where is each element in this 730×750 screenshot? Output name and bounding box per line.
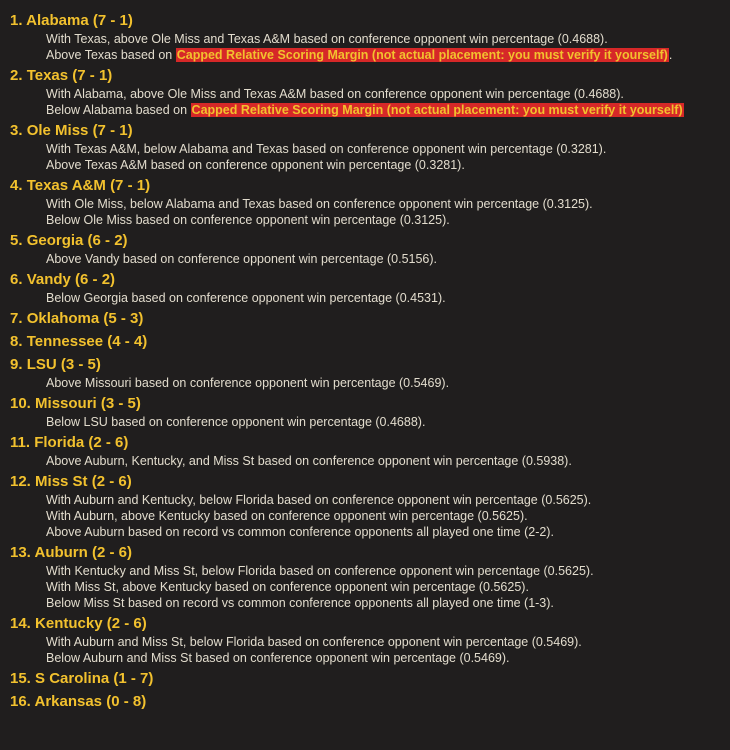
team-rank: 15.: [10, 670, 31, 687]
tiebreak-note: [46, 141, 722, 157]
team-notes: [8, 563, 722, 611]
team-name: Arkansas: [34, 693, 103, 710]
team-record: (6 - 2): [75, 271, 116, 288]
tiebreak-note: [46, 524, 722, 540]
team-heading: [8, 432, 722, 453]
team-rank: 10.: [10, 395, 31, 412]
standings-entry: [8, 269, 722, 306]
note-text: Below Miss St based on record vs common conference opponents all played one time (1-3).: [46, 596, 554, 610]
note-text: Above Auburn based on record vs common conference opponents all played one time (2-2).: [46, 525, 554, 539]
team-heading: [8, 691, 722, 712]
note-text: With Texas A&M, below Alabama and Texas based on conference opponent win percentage (0.3281).: [46, 142, 607, 156]
tiebreak-note: [46, 375, 722, 391]
standings-entry: [8, 432, 722, 469]
tiebreak-note: [46, 47, 722, 63]
team-heading: [8, 230, 722, 251]
team-rank: 13.: [10, 544, 31, 561]
team-notes: [8, 86, 722, 118]
team-heading: [8, 542, 722, 563]
team-record: (7 - 1): [92, 12, 133, 29]
team-rank: 8.: [10, 333, 23, 350]
tiebreak-note: [46, 86, 722, 102]
standings-entry: [8, 471, 722, 540]
standings-entry: [8, 120, 722, 173]
team-rank: 14.: [10, 615, 31, 632]
team-name: Tennessee: [26, 333, 104, 350]
note-text: With Auburn, above Kentucky based on conference opponent win percentage (0.5625).: [46, 509, 528, 523]
team-notes: [8, 492, 722, 540]
standings-entry: [8, 10, 722, 63]
team-rank: 9.: [10, 356, 23, 373]
tiebreak-note: [46, 579, 722, 595]
team-heading: [8, 393, 722, 414]
note-text: Below LSU based on conference opponent win percentage (0.4688).: [46, 415, 426, 429]
team-rank: 3.: [10, 122, 23, 139]
tiebreak-note: [46, 157, 722, 173]
standings-entry: [8, 613, 722, 666]
team-rank: 6.: [10, 271, 23, 288]
team-record: (6 - 2): [87, 232, 128, 249]
team-name: Miss St: [35, 473, 88, 490]
team-name: Alabama: [26, 12, 89, 29]
note-highlight: Capped Relative Scoring Margin (not actual placement: you must verify it yourself): [176, 48, 668, 62]
team-record: (2 - 6): [88, 434, 129, 451]
tiebreak-note: [46, 634, 722, 650]
team-record: (5 - 3): [103, 310, 144, 327]
team-heading: [8, 613, 722, 634]
team-notes: [8, 453, 722, 469]
note-text: Below Georgia based on conference opponent win percentage (0.4531).: [46, 291, 446, 305]
team-name: Texas: [26, 67, 69, 84]
team-record: (3 - 5): [100, 395, 141, 412]
tiebreak-note: [46, 595, 722, 611]
team-name: Oklahoma: [26, 310, 100, 327]
note-text: Above Texas A&M based on conference opponent win percentage (0.3281).: [46, 158, 465, 172]
team-record: (3 - 5): [60, 356, 101, 373]
team-record: (2 - 6): [91, 473, 132, 490]
team-name: Vandy: [26, 271, 71, 288]
tiebreak-note: [46, 492, 722, 508]
team-rank: 5.: [10, 232, 23, 249]
team-notes: [8, 634, 722, 666]
standings-entry: [8, 331, 722, 352]
team-rank: 11.: [10, 434, 31, 451]
standings-entry: [8, 354, 722, 391]
team-record: (1 - 7): [113, 670, 154, 687]
team-name: Georgia: [26, 232, 84, 249]
team-heading: [8, 10, 722, 31]
tiebreak-note: [46, 31, 722, 47]
team-heading: [8, 308, 722, 329]
team-heading: [8, 175, 722, 196]
team-record: (2 - 6): [91, 544, 132, 561]
team-name: Auburn: [34, 544, 88, 561]
team-name: Florida: [34, 434, 85, 451]
team-heading: [8, 354, 722, 375]
tiebreak-note: [46, 212, 722, 228]
note-text: With Miss St, above Kentucky based on conference opponent win percentage (0.5625).: [46, 580, 529, 594]
team-record: (7 - 1): [110, 177, 151, 194]
team-heading: [8, 120, 722, 141]
tiebreak-note: [46, 563, 722, 579]
team-rank: 2.: [10, 67, 23, 84]
tiebreak-note: [46, 102, 722, 118]
team-name: LSU: [26, 356, 57, 373]
team-name: Texas A&M: [26, 177, 106, 194]
team-heading: [8, 65, 722, 86]
team-notes: [8, 141, 722, 173]
team-heading: [8, 471, 722, 492]
team-notes: [8, 251, 722, 267]
team-notes: [8, 290, 722, 306]
standings-entry: [8, 230, 722, 267]
team-record: (7 - 1): [92, 122, 133, 139]
note-text-tail: .: [668, 48, 673, 62]
team-notes: [8, 414, 722, 430]
standings-entry: [8, 542, 722, 611]
note-highlight: Capped Relative Scoring Margin (not actual placement: you must verify it yourself): [191, 103, 683, 117]
note-text: Above Vandy based on conference opponent win percentage (0.5156).: [46, 252, 438, 266]
team-record: (2 - 6): [106, 615, 147, 632]
team-rank: 4.: [10, 177, 23, 194]
team-name: Ole Miss: [26, 122, 89, 139]
standings-entry: [8, 691, 722, 712]
team-rank: 12.: [10, 473, 31, 490]
note-text: Below Auburn and Miss St based on conference opponent win percentage (0.5469).: [46, 651, 510, 665]
note-text: With Ole Miss, below Alabama and Texas based on conference opponent win percentage (0.3125).: [46, 197, 593, 211]
team-record: (0 - 8): [106, 693, 147, 710]
standings-entry: [8, 308, 722, 329]
tiebreak-note: [46, 650, 722, 666]
team-name: Kentucky: [35, 615, 103, 632]
standings-entry: [8, 65, 722, 118]
note-text: With Auburn and Miss St, below Florida based on conference opponent win percentage (0.5469).: [46, 635, 582, 649]
team-rank: 7.: [10, 310, 23, 327]
team-notes: [8, 375, 722, 391]
note-text: With Alabama, above Ole Miss and Texas A&M based on conference opponent win percentage (0.4688).: [46, 87, 624, 101]
team-notes: [8, 31, 722, 63]
tiebreak-note: [46, 196, 722, 212]
team-heading: [8, 331, 722, 352]
tiebreak-note: [46, 508, 722, 524]
note-text: Below Ole Miss based on conference opponent win percentage (0.3125).: [46, 213, 450, 227]
standings-entry: [8, 668, 722, 689]
tiebreak-note: [46, 453, 722, 469]
note-text: With Auburn and Kentucky, below Florida based on conference opponent win percentage (0.5625).: [46, 493, 592, 507]
standings-entry: [8, 393, 722, 430]
team-rank: 16.: [10, 693, 31, 710]
note-text: Below Alabama based on: [46, 103, 191, 117]
team-heading: [8, 269, 722, 290]
standings-entry: [8, 175, 722, 228]
note-text: Above Auburn, Kentucky, and Miss St based on conference opponent win percentage (0.5938).: [46, 454, 572, 468]
tiebreak-note: [46, 251, 722, 267]
note-text: With Kentucky and Miss St, below Florida based on conference opponent win percentage (0.5625).: [46, 564, 594, 578]
tiebreak-note: [46, 414, 722, 430]
team-record: (7 - 1): [72, 67, 113, 84]
tiebreak-note: [46, 290, 722, 306]
team-notes: [8, 196, 722, 228]
note-text: Above Missouri based on conference opponent win percentage (0.5469).: [46, 376, 450, 390]
team-rank: 1.: [10, 12, 23, 29]
team-record: (4 - 4): [107, 333, 148, 350]
note-text: Above Texas based on: [46, 48, 176, 62]
note-text: With Texas, above Ole Miss and Texas A&M based on conference opponent win percentage (0.4688).: [46, 32, 608, 46]
team-name: Missouri: [35, 395, 97, 412]
team-heading: [8, 668, 722, 689]
team-name: S Carolina: [35, 670, 110, 687]
